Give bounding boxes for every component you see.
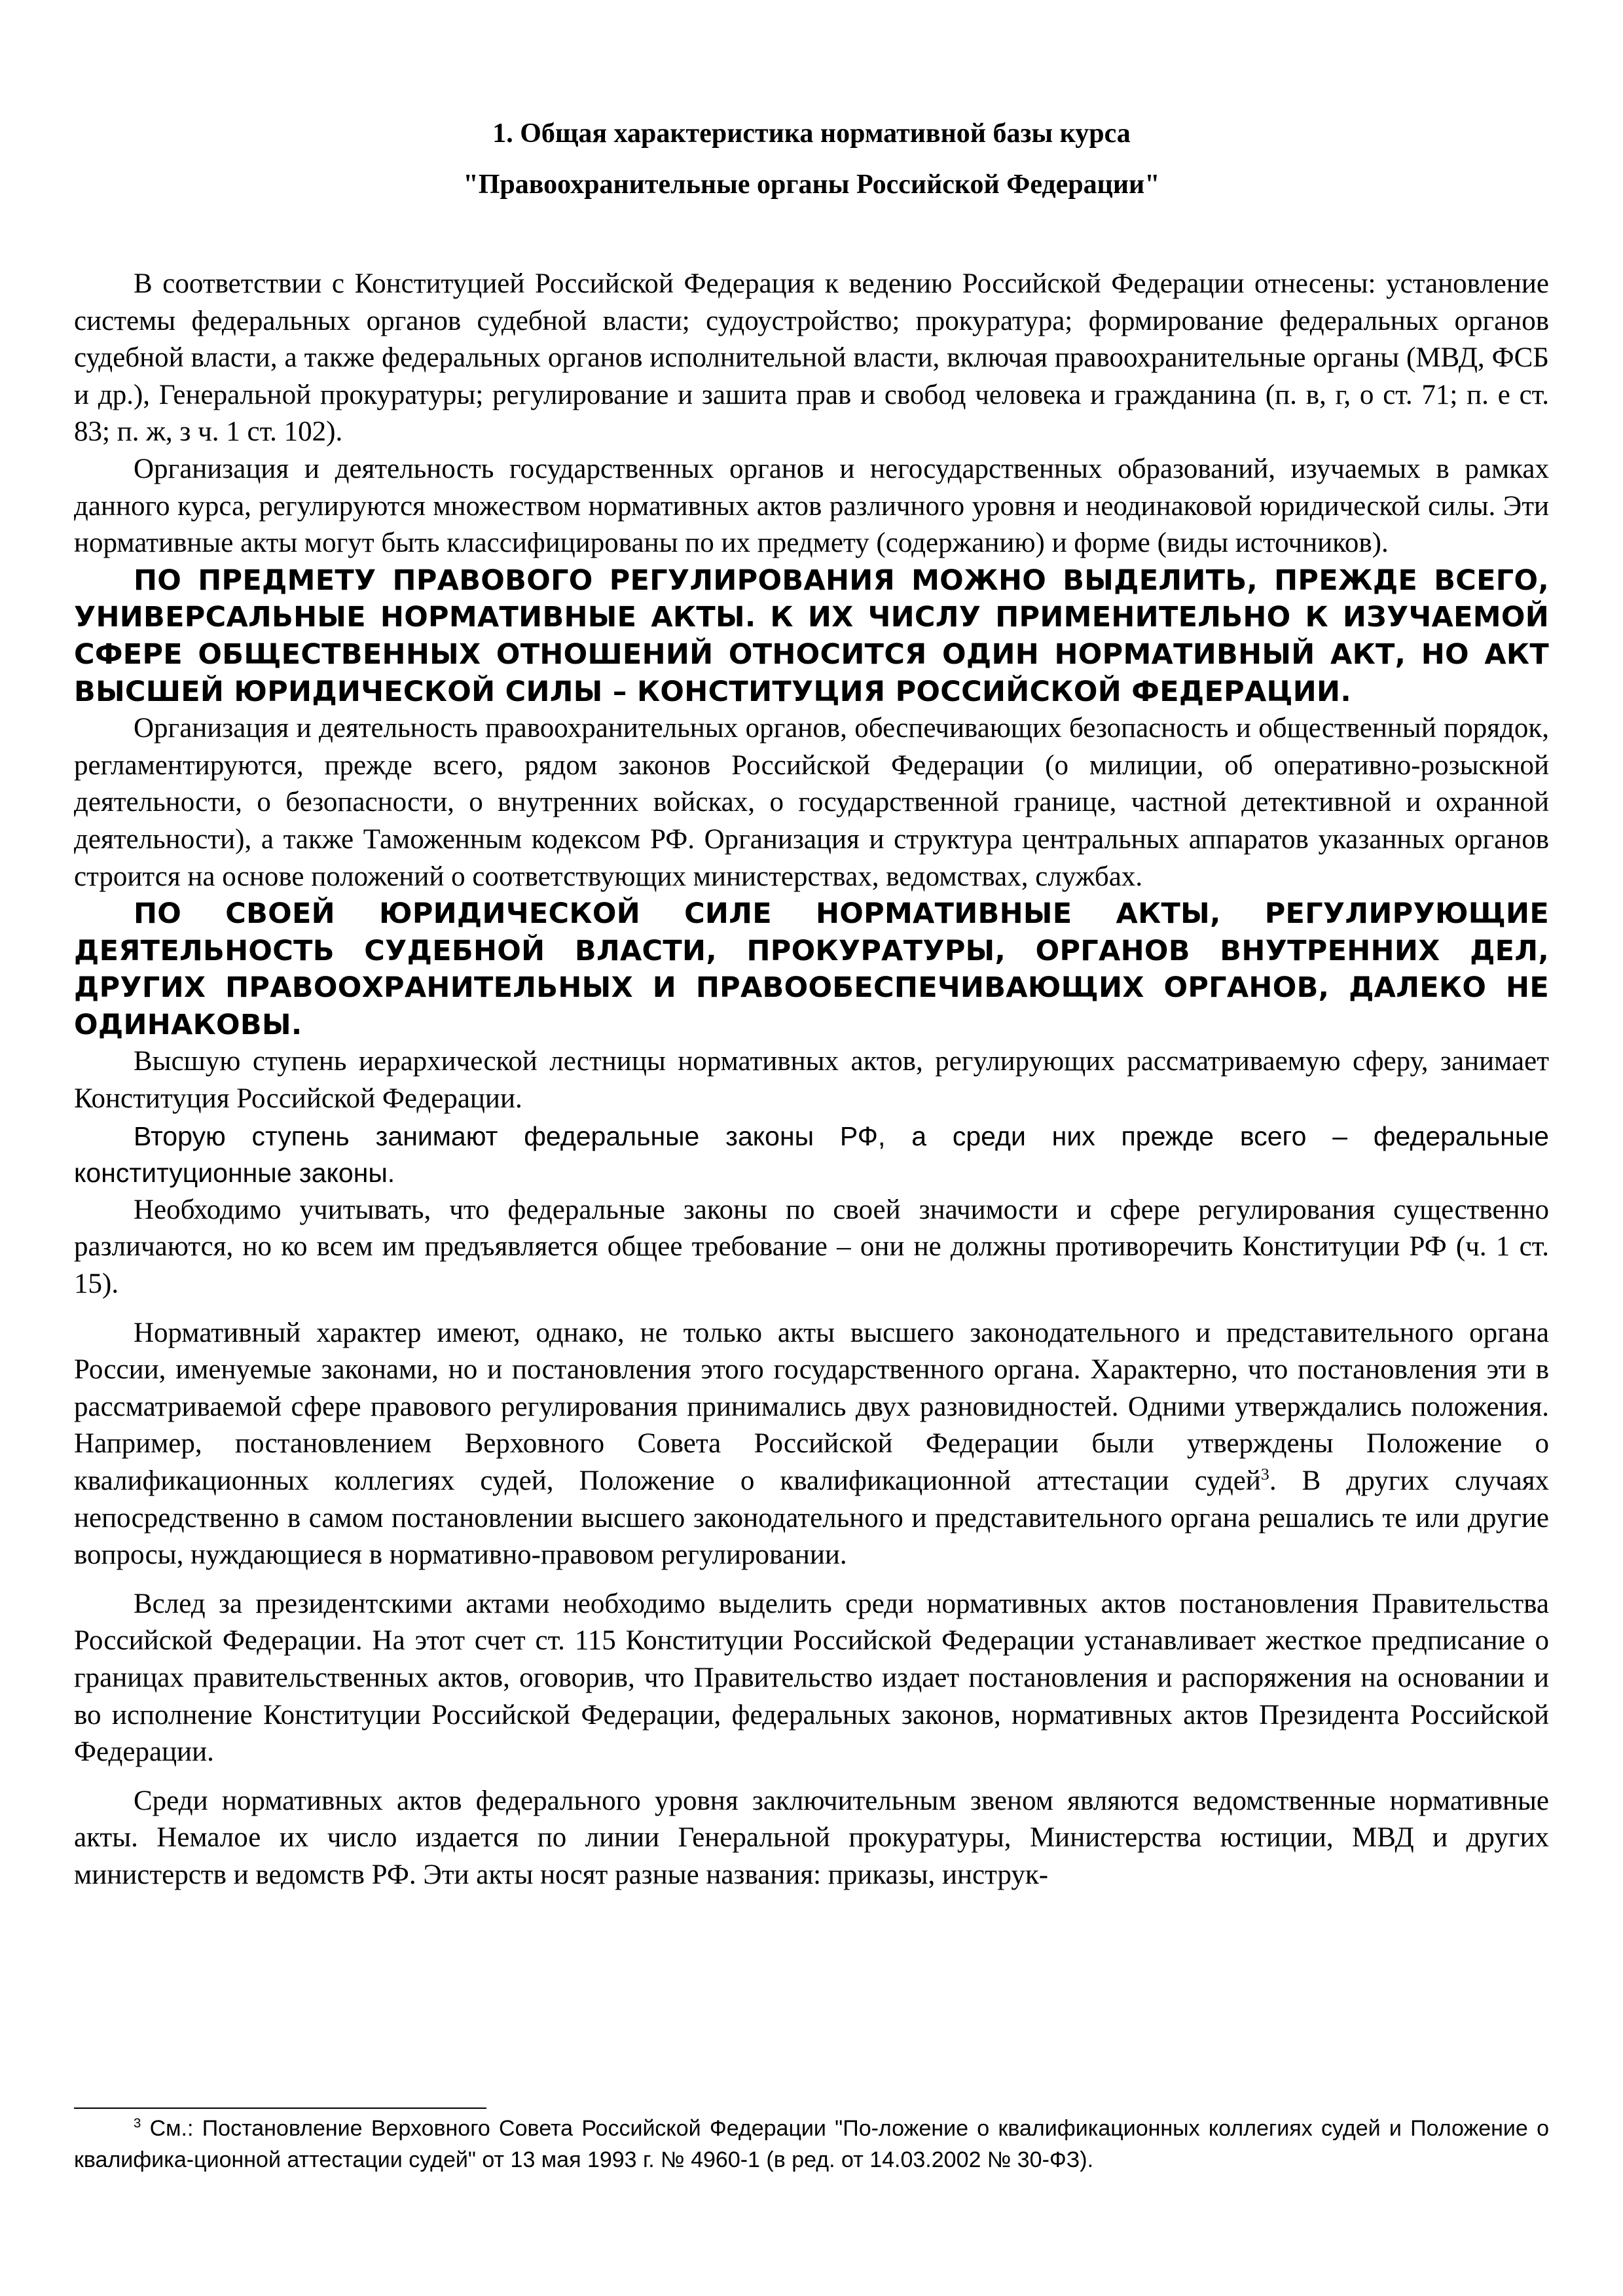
heading-by-subject: ПО ПРЕДМЕТУ ПРАВОВОГО РЕГУЛИРОВАНИЯ МОЖНО ВЫДЕЛИТЬ, ПРЕЖДЕ ВСЕГО, УНИВЕРСАЛЬНЫЕ НОРМАТИВНЫЕ АКТЫ. К ИХ ЧИСЛУ ПРИМЕНИТЕЛЬНО К ИЗУЧАЕМОЙ СФЕРЕ ОБЩЕСТВЕННЫХ ОТНОШЕНИЙ ОТНОСИТСЯ ОДИН НОРМАТИВНЫЙ АКТ, НО АКТ ВЫСШЕЙ ЮРИДИЧЕСКОЙ СИЛЫ – КОНСТИТУЦИЯ РОССИЙСКОЙ ФЕДЕРАЦИИ. [74,564,1549,708]
paragraph-resolutions [74,1315,1549,1574]
paragraph-resolutions-continued: . В других случаях непосредственно в самом постановлении высшего законодательного и представительного органа решались те или другие вопросы, нуждающиеся в нормативно-правовом регулировании. [74,1465,1549,1571]
paragraph-government-resolutions: Вслед за президентскими актами необходимо выделить среди нормативных актов постановления Правительства Российской Федерации. На этот счет ст. 115 Конституции Российской Федерации устанавливает жесткое предписание о границах правительственных актов, оговорив, что Правительство издает постановления и распоряжения на основании и во исполнение Конституции Российской Федерации, федеральных законов, нормативных актов Президента Российской Федерации. [74,1588,1549,1768]
paragraph-second-step: Вторую ступень занимают федеральные законы РФ, а среди них прежде всего – федеральные конституционные законы. [74,1121,1549,1189]
section-title: 1. Общая характеристика нормативной базы курса [492,118,1131,149]
document-body [74,117,1549,1894]
paragraph-federal-laws-requirement: Необходимо учитывать, что федеральные законы по своей значимости и сфере регулирования существенно различаются, но ко всем им предъявляется общее требование – они не должны противоречить Конституции РФ (ч. 1 ст. 15). [74,1194,1549,1300]
course-title: "Правоохранительные органы Российской Федерации" [463,170,1160,200]
paragraph-highest-step: Высшую ступень иерархической лестницы нормативных актов, регулирующих рассматриваемую сферу, занимает Конституция Российской Федерации. [74,1046,1549,1115]
heading-by-legal-force: ПО СВОЕЙ ЮРИДИЧЕСКОЙ СИЛЕ НОРМАТИВНЫЕ АКТЫ, РЕГУЛИРУЮЩИЕ ДЕЯТЕЛЬНОСТЬ СУДЕБНОЙ ВЛАСТИ, ПРОКУРАТУРЫ, ОРГАНОВ ВНУТРЕННИХ ДЕЛ, ДРУГИХ ПРАВООХРАНИТЕЛЬНЫХ И ПРАВООБЕСПЕЧИВАЮЩИХ ОРГАНОВ, ДАЛЕКО НЕ ОДИНАКОВЫ. [74,897,1549,1041]
paragraph-normative-acts-classification: Организация и деятельность государственных органов и негосударственных образований, изучаемых в рамках данного курса, регулируются множеством нормативных актов различного уровня и неодинаковой юридической силы. Эти нормативные акты могут быть классифицированы по их предмету (содержанию) и форме (виды источников). [74,453,1549,559]
footnote-reference: 3 [1260,1464,1269,1484]
paragraph-law-enforcement-laws: Организация и деятельность правоохранительных органов, обеспечивающих безопасность и общественный порядок, регламентируются, прежде всего, рядом законов Российской Федерации (о милиции, об оперативно-розыскной деятельности, о безопасности, о внутренних войсках, о государственной границе, частной детективной и охранной деятельности), а также Таможенным кодексом РФ. Организация и структура центральных аппаратов указанных органов строится на основе положений о соответствующих министерствах, ведомствах, службах. [74,713,1549,892]
footnote-text: См.: Постановление Верховного Совета Российской Федерации "По-ложение о квалификационных коллегиях судей и Положение о квалифика-ционной аттестации судей" от 13 мая 1993 г. № 4960-1 (в ред. от 14.03.2002 № 30-ФЗ). [74,2116,1549,2172]
footnote-separator [74,2108,486,2109]
paragraph-constitution-competence: В соответствии с Конституцией Российской Федерация к ведению Российской Федерации отнесены: установление системы федеральных органов судебной власти; судоустройство; прокуратура; формирование федеральных органов судебной власти, а также федеральных органов исполнительной власти, включая правоохранительные органы (МВД, ФСБ и др.), Генеральной прокуратуры; регулирование и зашита прав и свобод человека и гражданина (п. в, г, о ст. 71; п. е ст. 83; п. ж, з ч. 1 ст. 102). [74,268,1549,448]
footnote [74,2113,1549,2176]
paragraph-departmental-acts: Среди нормативных актов федерального уровня заключительным звеном являются ведомственные нормативные акты. Немалое их число издается по линии Генеральной прокуратуры, Министерства юстиции, МВД и других министерств и ведомств РФ. Эти акты носят разные названия: приказы, инструк- [74,1785,1549,1890]
footnote-number: 3 [134,2116,141,2131]
paragraph-resolutions-text: Нормативный характер имеют, однако, не только акты высшего законодательного и представительного органа России, именуемые законами, но и постановления этого государственного органа. Характерно, что постановления эти в рассматриваемой сфере правового регулирования принимались двух разновидностей. Одними утверждались положения. Например, постановлением Верховного Совета Российской Федерации были утверждены Положение о квалификационных коллегиях судей, Положение о квалификационной аттестации судей [74,1317,1549,1496]
